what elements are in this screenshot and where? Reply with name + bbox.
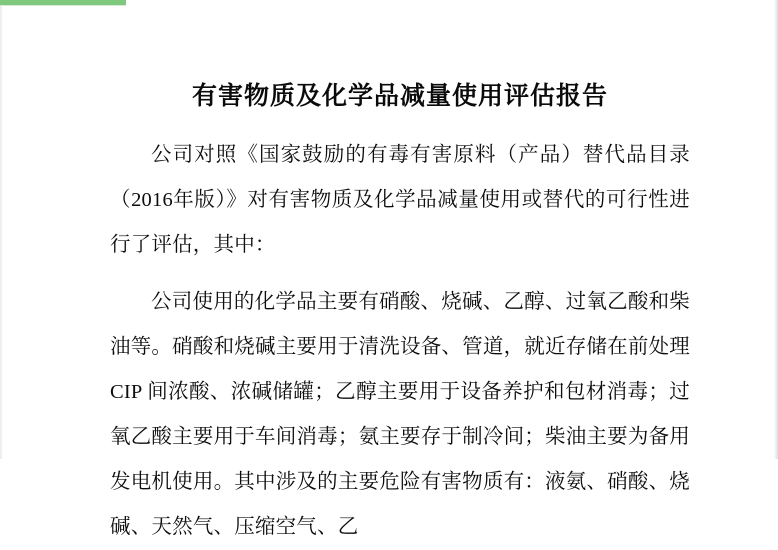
- paragraph-1: 公司对照《国家鼓励的有毒有害原料（产品）替代品目录（2016年版）》对有害物质及化学品减量使用或替代的可行性进行了评估，其中：: [110, 144, 690, 256]
- paragraph-2: 公司使用的化学品主要有硝酸、烧碱、乙醇、过氧乙酸和柴油等。硝酸和烧碱主要用于清洗设备、管道，就近存储在前处理 CIP 间浓酸、浓碱储罐；乙醇主要用于设备养护和包材消毒；过氧乙酸主要用于车间消毒；氨主要存于制冷间；柴油主要为备用发电机使用。其中涉及的主要危险有害物质有：液氨、硝酸、烧碱、天然气、压缩空气、乙: [110, 291, 690, 538]
- page-title: 有害物质及化学品减量使用评估报告: [191, 83, 608, 110]
